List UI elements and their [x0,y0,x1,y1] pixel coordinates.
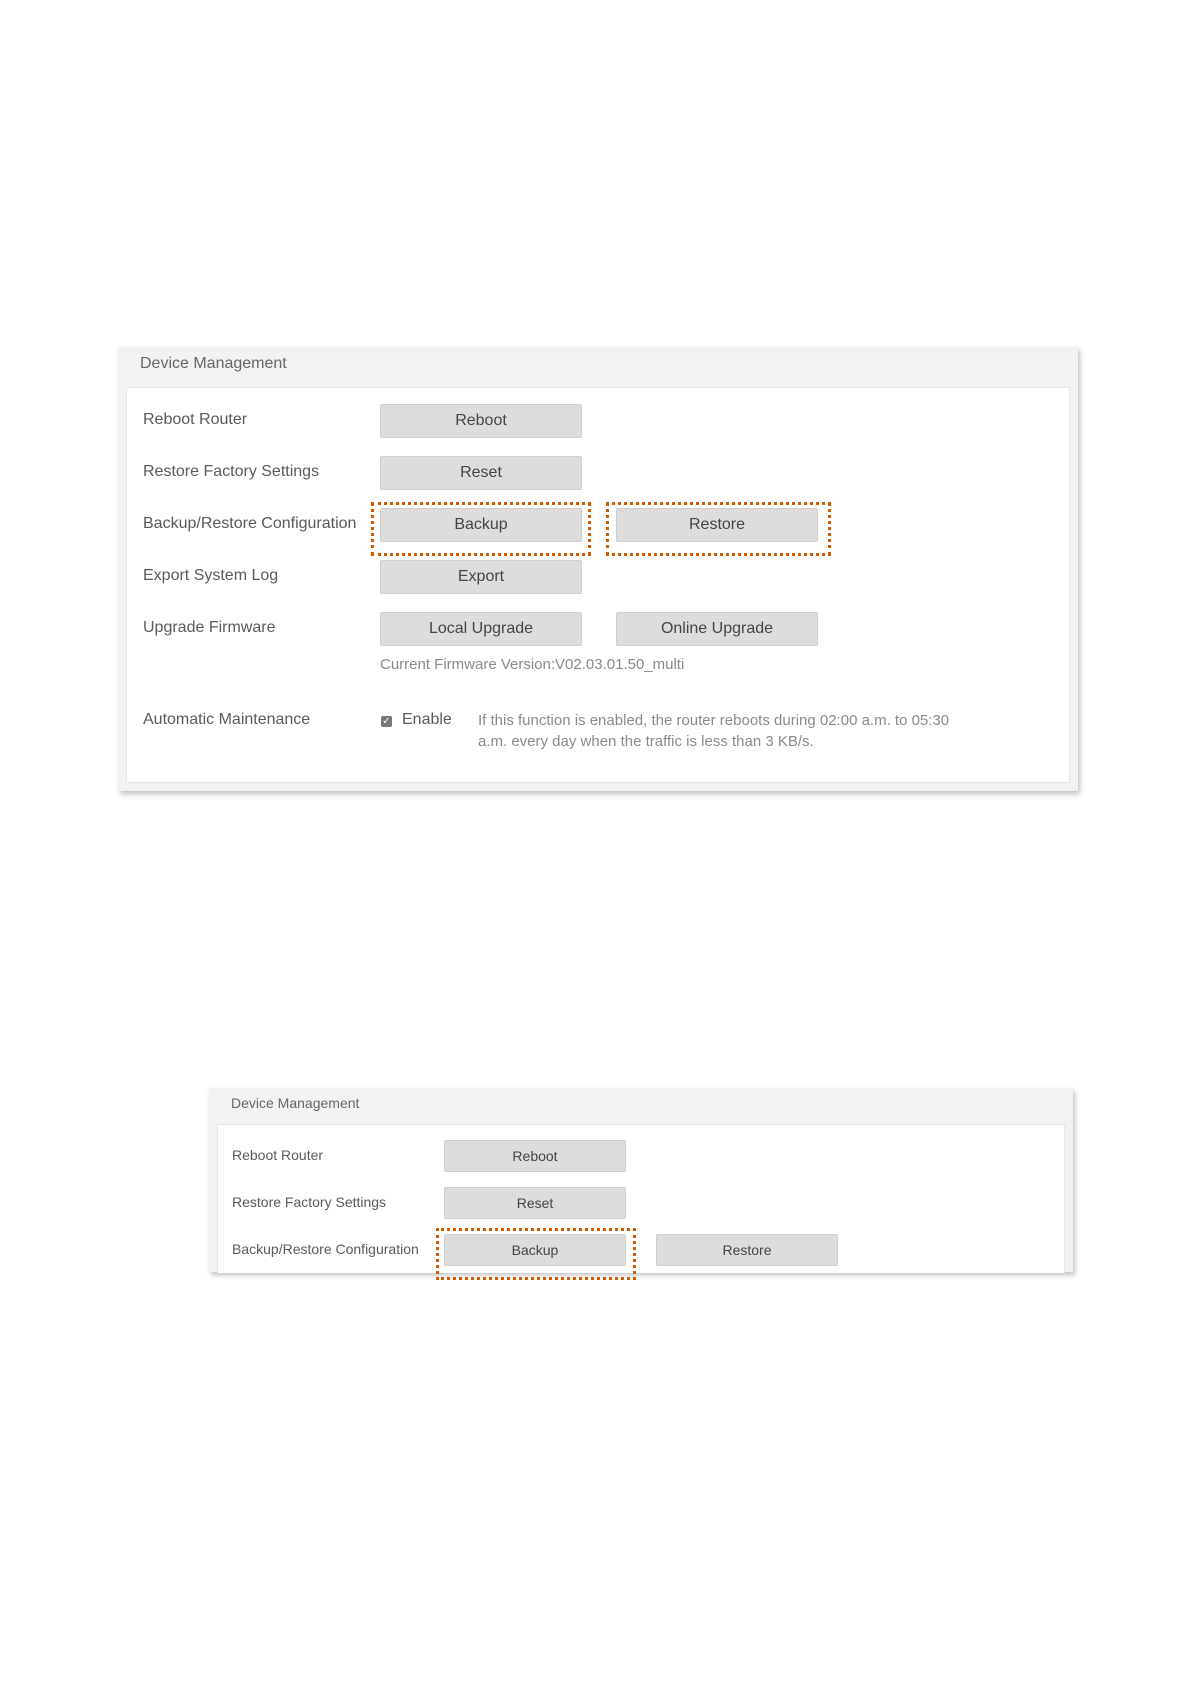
backup-restore-configuration-label: Backup/Restore Configuration [143,515,357,532]
backup-button[interactable]: Backup [380,508,582,542]
restore-factory-settings-label: Restore Factory Settings [232,1194,387,1210]
enable-checkbox[interactable]: ✓ [382,716,391,727]
online-upgrade-button[interactable]: Online Upgrade [616,612,818,646]
export-button[interactable]: Export [380,560,582,594]
reset-button[interactable]: Reset [444,1187,626,1219]
local-upgrade-button[interactable]: Local Upgrade [380,612,582,646]
reboot-button[interactable]: Reboot [444,1140,626,1172]
auto-maintenance-note-line2: a.m. every day when the traffic is less than 3 KB/s. [478,733,814,750]
reboot-router-label: Reboot Router [143,411,248,428]
automatic-maintenance-label: Automatic Maintenance [143,711,311,728]
auto-maintenance-note-line1: If this function is enabled, the router reboots during 02:00 a.m. to 05:30 [478,712,950,729]
restore-button[interactable]: Restore [656,1234,838,1266]
reboot-button[interactable]: Reboot [380,404,582,438]
panel-title: Device Management [140,355,287,372]
upgrade-firmware-label: Upgrade Firmware [143,619,276,636]
restore-factory-settings-label: Restore Factory Settings [143,463,320,480]
export-system-log-label: Export System Log [143,567,279,584]
backup-restore-configuration-label: Backup/Restore Configuration [232,1241,419,1257]
device-management-panel-2 [209,1088,1073,1272]
firmware-version-text: Current Firmware Version:V02.03.01.50_multi [380,656,685,673]
panel-title: Device Management [231,1095,360,1111]
backup-button[interactable]: Backup [444,1234,626,1266]
restore-button[interactable]: Restore [616,508,818,542]
reset-button[interactable]: Reset [380,456,582,490]
enable-label: Enable [402,711,452,728]
reboot-router-label: Reboot Router [232,1147,324,1163]
device-management-panel [118,347,1078,791]
